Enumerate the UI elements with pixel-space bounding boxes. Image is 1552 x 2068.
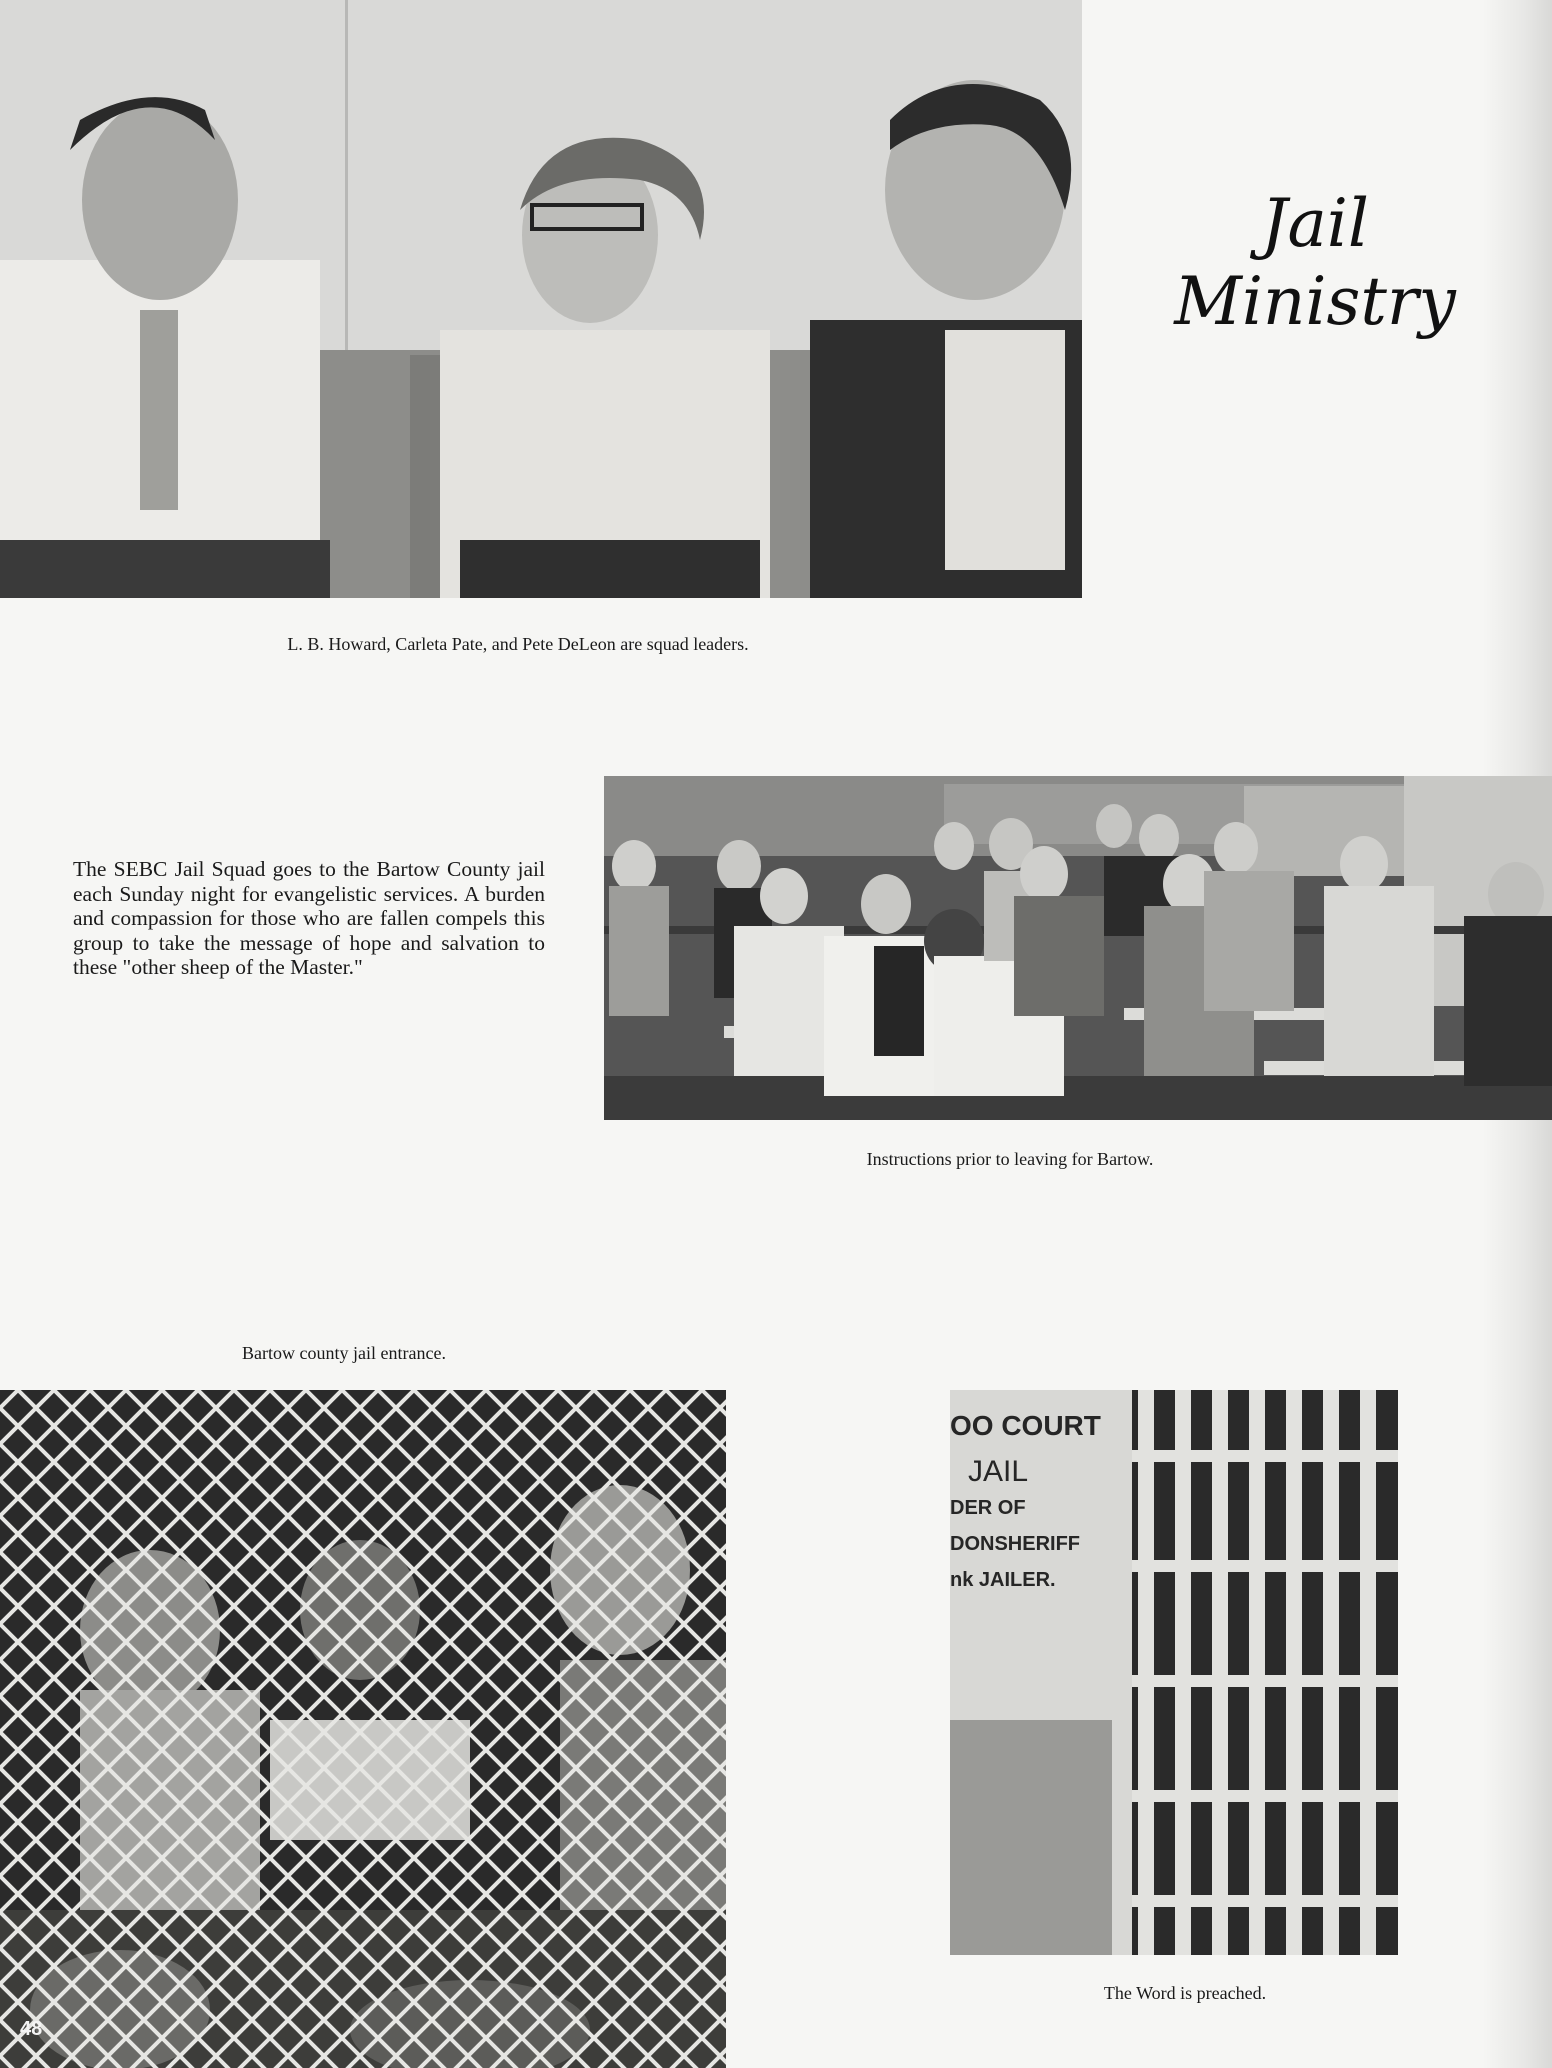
instructions-caption: Instructions prior to leaving for Bartow.: [866, 1149, 1154, 1169]
page-number: 48: [20, 2018, 43, 2040]
jail-entrance-caption: Bartow county jail entrance.: [242, 1343, 446, 1363]
sign-line-jail: JAIL: [968, 1455, 1029, 1488]
instructions-classroom-photo: [604, 776, 1552, 1120]
jail-sign: [950, 1408, 1132, 1598]
sign-line-court: OO COURT: [950, 1410, 1101, 1441]
squad-leaders-photo: [0, 0, 1082, 598]
jail-squad-description: The SEBC Jail Squad goes to the Bartow County jail each Sunday night for evangelistic services. A burden and compassion for those who are fallen compels this group to take the message of hope and salvation to these "other sheep of the Master.": [73, 857, 545, 979]
jail-entrance-photo: [0, 1390, 726, 2068]
jail-cell-bars-photo: [950, 1390, 1398, 1955]
word-preached-caption: The Word is preached.: [1103, 1983, 1267, 2003]
title-line-ministry: Ministry: [1174, 263, 1456, 340]
sign-line-jailer: nk JAILER.: [950, 1569, 1056, 1591]
page-title: [1150, 185, 1480, 341]
sign-line-sheriff: DONSHERIFF: [950, 1533, 1080, 1555]
sign-line-order: DER OF: [950, 1497, 1026, 1519]
squad-leaders-caption: L. B. Howard, Carleta Pate, and Pete DeLeon are squad leaders.: [287, 634, 749, 654]
title-line-jail: Jail: [1260, 185, 1370, 262]
